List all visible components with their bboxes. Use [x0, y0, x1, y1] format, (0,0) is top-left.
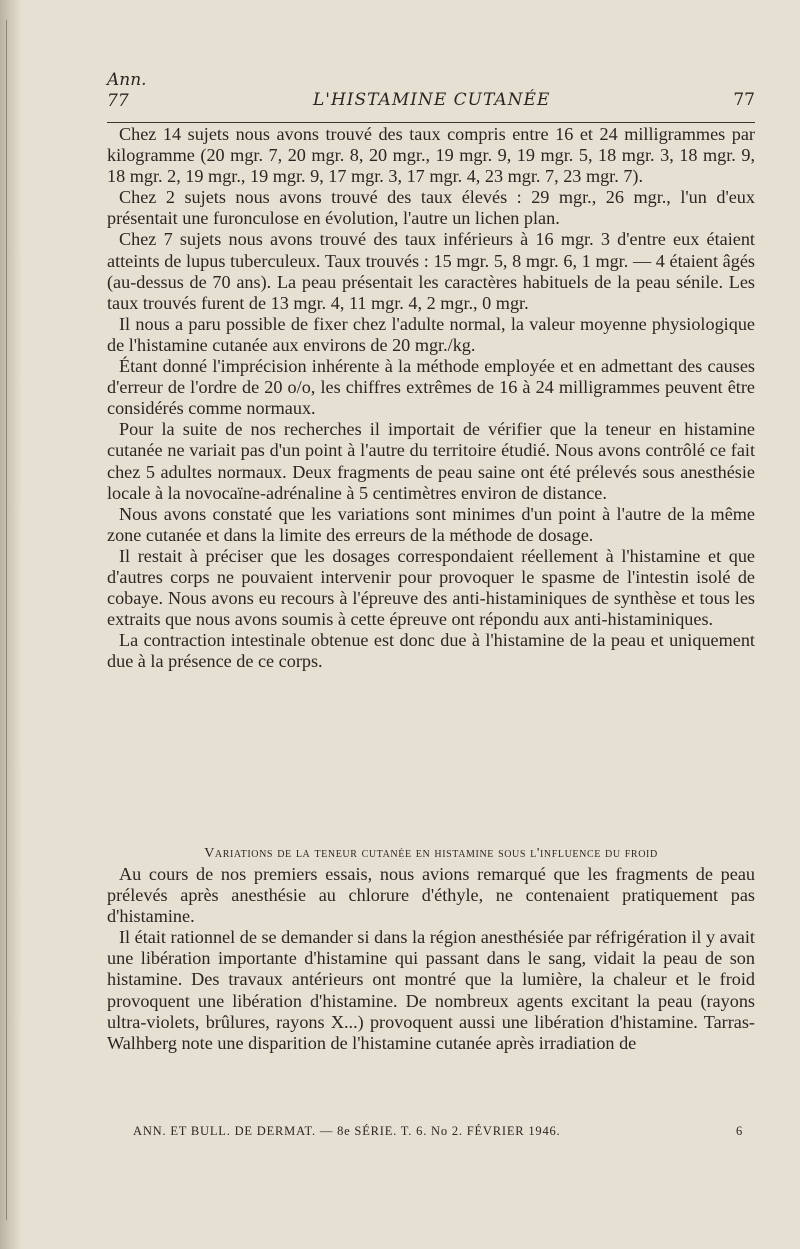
section-heading: Variations de la teneur cutanée en histamine sous l'influence du froid	[204, 846, 658, 861]
annotation-label: Ann.	[107, 70, 147, 90]
paragraph: Chez 2 sujets nous avons trouvé des taux élevés : 29 mgr., 26 mgr., l'un d'eux présentait une furonculose en évolution, l'autre un lichen plan.	[107, 187, 755, 229]
paragraph: Chez 14 sujets nous avons trouvé des taux compris entre 16 et 24 milligrammes par kilogramme (20 mgr. 7, 20 mgr. 8, 20 mgr., 19 mgr. 9, 19 mgr. 5, 18 mgr. 3, 18 mgr. 9, 18 mgr. 2, 19 mgr., 19 mgr. 9, 17 mgr. 3, 17 mgr. 4, 23 mgr. 7, 23 mgr. 7).	[107, 124, 755, 187]
body-section-2	[107, 864, 755, 1054]
footer-citation: ANN. ET BULL. DE DERMAT. — 8e SÉRIE. T. 6. No 2. FÉVRIER 1946.	[133, 1124, 561, 1138]
page-number: 77	[733, 90, 755, 110]
running-title: L'HISTAMINE CUTANÉE	[313, 90, 551, 110]
page-binding-edge	[0, 0, 22, 1249]
paragraph: Il était rationnel de se demander si dans la région anesthésiée par réfrigération il y avait une libération importante d'histamine qui passant dans le sang, vidait la peau de son histamine. Des travaux antérieurs ont montré que la lumière, la chaleur et le froid provoquent une libération d'histamine. De nombreux agents excitant la peau (rayons ultra-violets, brûlures, rayons X...) provoquent aussi une libération d'histamine. Tarras-Walhberg note une disparition de l'histamine cutanée après irradiation de	[107, 927, 755, 1053]
paragraph: Chez 7 sujets nous avons trouvé des taux inférieurs à 16 mgr. 3 d'entre eux étaient atteints de lupus tuberculeux. Taux trouvés : 15 mgr. 5, 8 mgr. 6, 1 mgr. — 4 étaient âgés (au-dessus de 70 ans). La peau présentait les caractères habituels de la peau sénile. Les taux trouvés furent de 13 mgr. 4, 11 mgr. 4, 2 mgr., 0 mgr.	[107, 229, 755, 313]
running-header	[107, 90, 755, 114]
paragraph: Au cours de nos premiers essais, nous avions remarqué que les fragments de peau prélevés après anesthésie au chlorure d'éthyle, ne contenaient pratiquement pas d'histamine.	[107, 864, 755, 927]
paragraph: Pour la suite de nos recherches il importait de vérifier que la teneur en histamine cutanée ne variait pas d'un point à l'autre du territoire étudié. Nous avons contrôlé ce fait chez 5 adultes normaux. Deux fragments de peau saine ont été prélevés sous anesthésie locale à la novocaïne-adrénaline à 5 centimètres environ de distance.	[107, 419, 755, 503]
paragraph: Il restait à préciser que les dosages correspondaient réellement à l'histamine et que d'autres corps ne pouvaient intervenir pour provoquer le spasme de l'intestin isolé de cobaye. Nous avons eu recours à l'épreuve des anti-histaminiques de synthèse et tous les extraits que nous avons soumis à cette épreuve ont répondu aux anti-histaminiques.	[107, 545, 755, 630]
paragraph: Nous avons constaté que les variations sont minimes d'un point à l'autre de la même zone cutanée et dans la limite des erreurs de la méthode de dosage.	[107, 503, 755, 545]
signature-number: 6	[735, 1124, 743, 1138]
binding-line	[6, 20, 7, 1220]
annotation-number: 77	[107, 91, 129, 111]
page-footer	[133, 1124, 743, 1139]
paragraph: Il nous a paru possible de fixer chez l'adulte normal, la valeur moyenne physiologique de l'histamine cutanée aux environs de 20 mgr./kg.	[107, 313, 755, 355]
header-rule	[107, 122, 755, 123]
paragraph: Étant donné l'imprécision inhérente à la méthode employée et en admettant des causes d'erreur de l'ordre de 20 o/o, les chiffres extrêmes de 16 à 24 milligrammes peuvent être considérés comme normaux.	[107, 356, 755, 419]
body-section-1	[107, 124, 755, 672]
paragraph: La contraction intestinale obtenue est donc due à l'histamine de la peau et uniquement due à la présence de ce corps.	[107, 630, 755, 672]
